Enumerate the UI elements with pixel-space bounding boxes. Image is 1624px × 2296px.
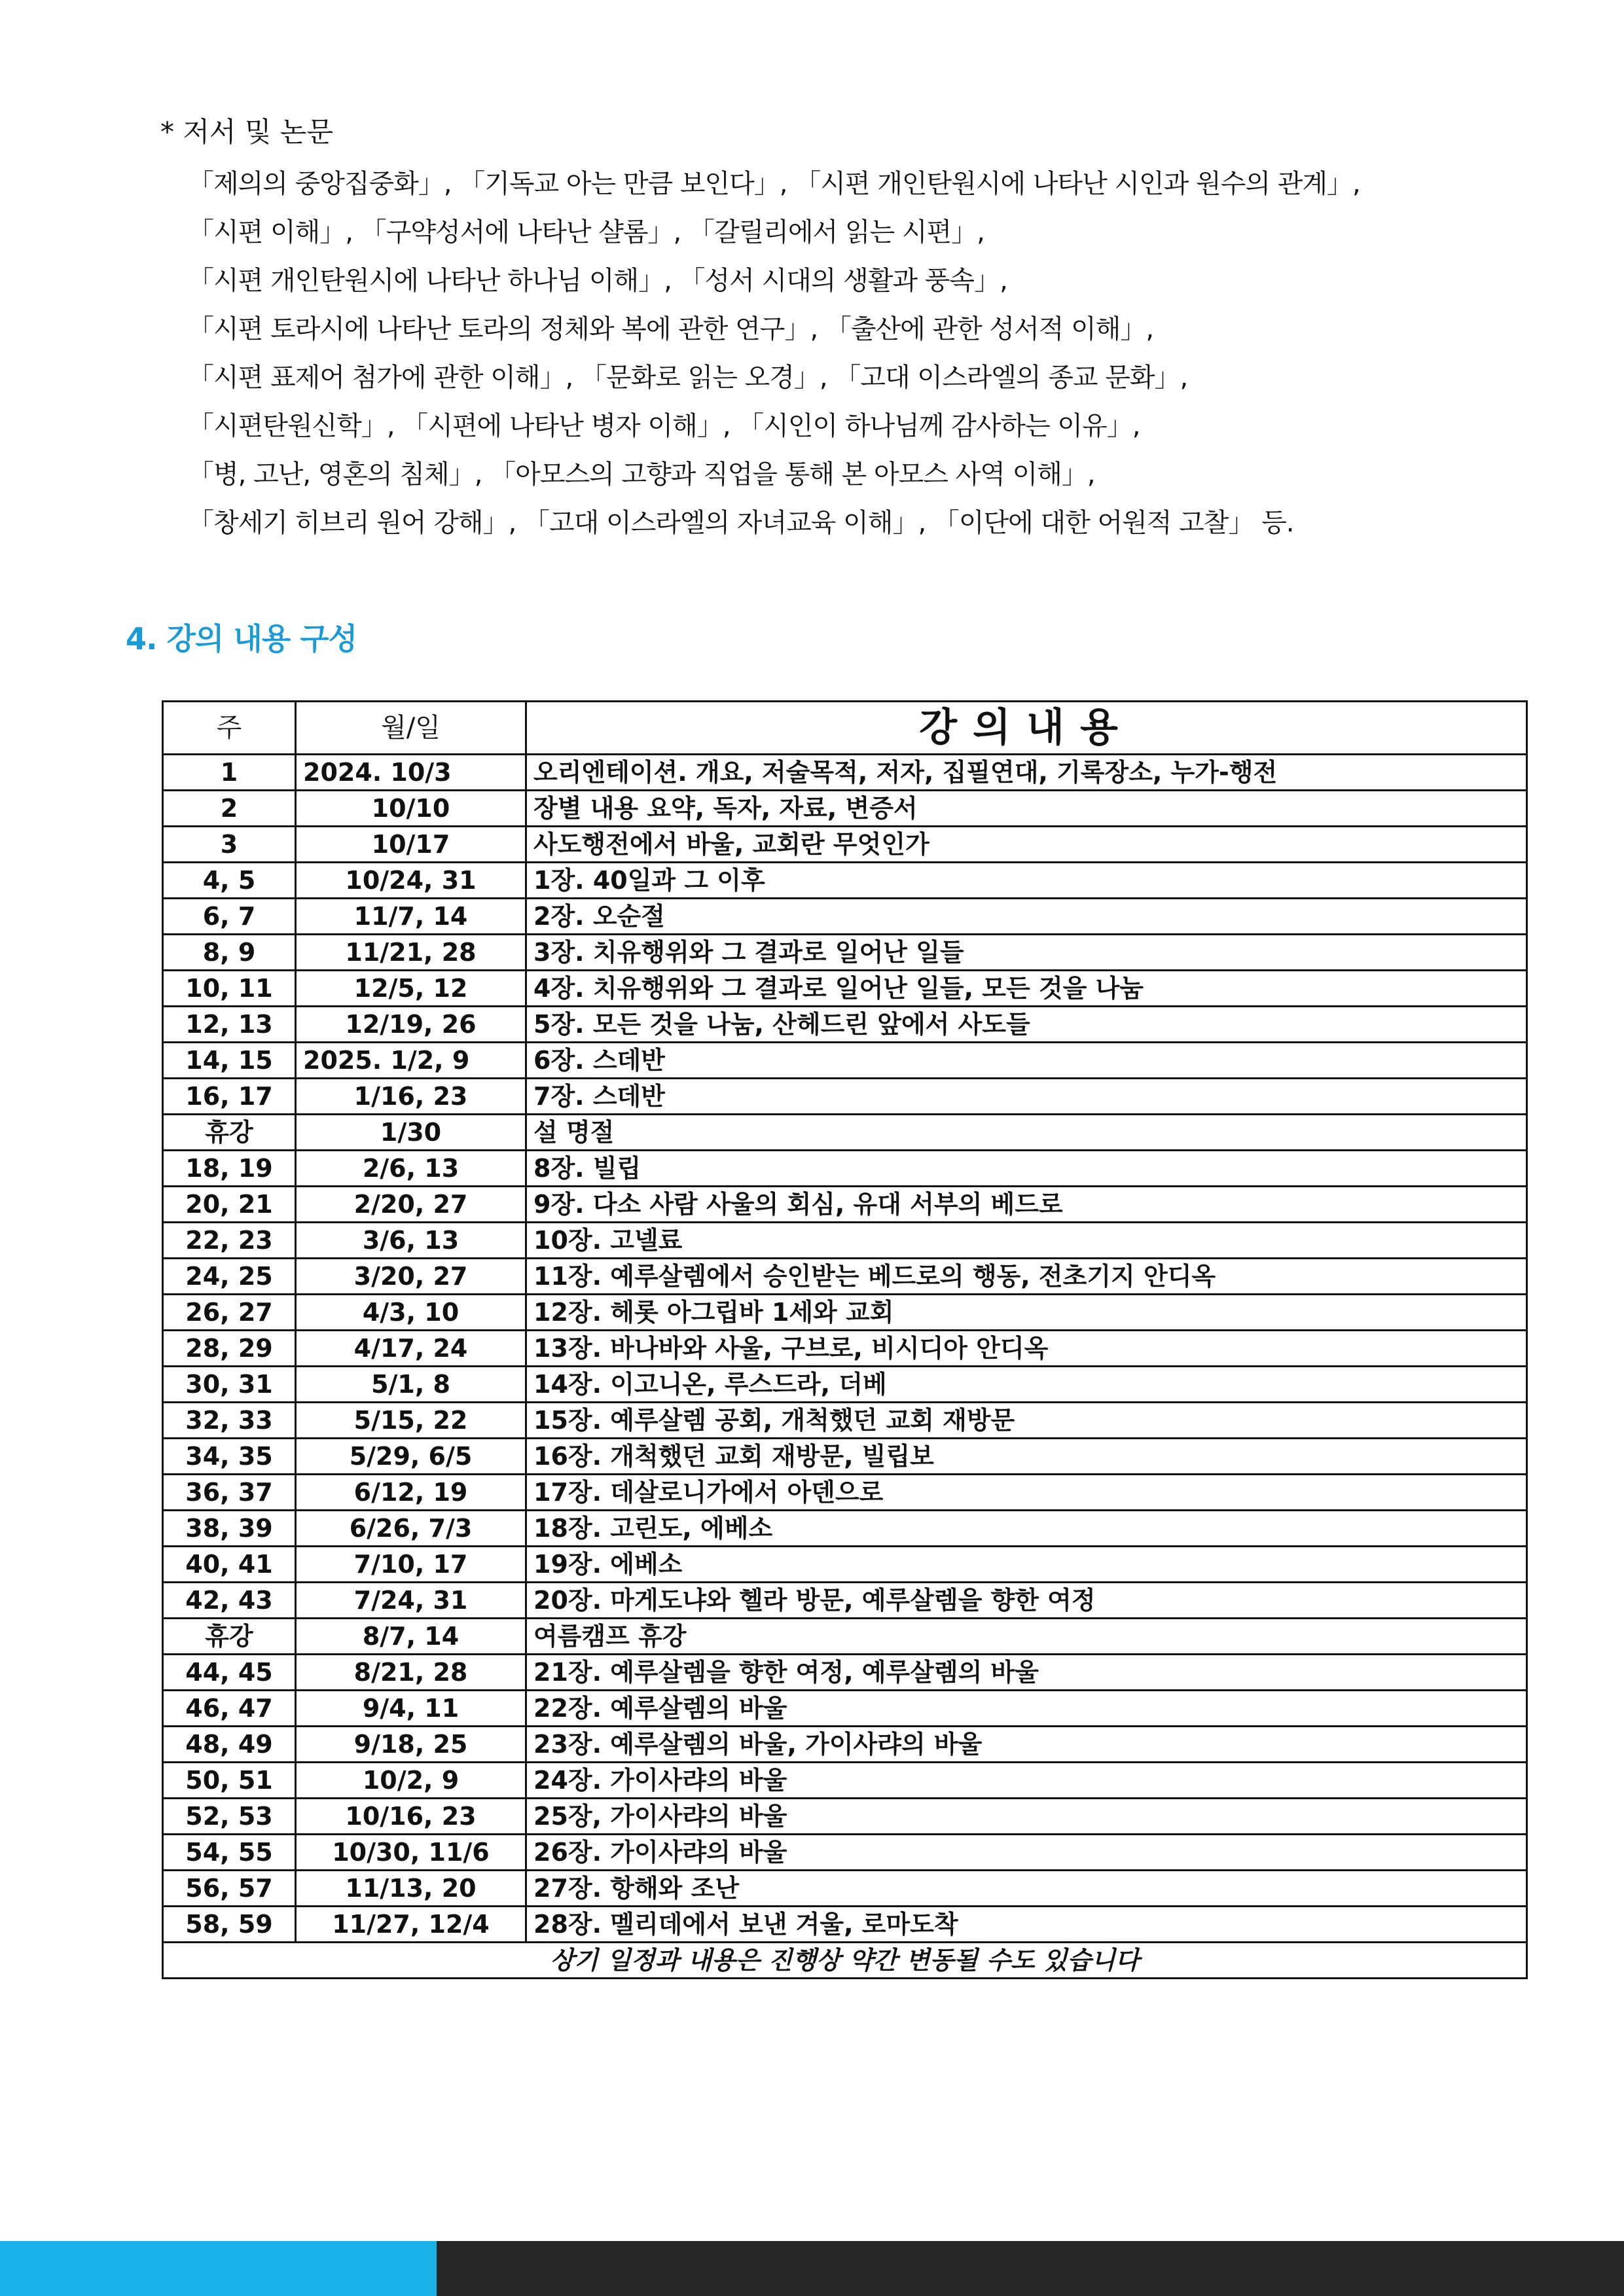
table-row <box>163 1583 1527 1619</box>
content-cell: 1장. 40일과 그 이후 <box>526 863 1527 899</box>
date-cell: 8/21, 28 <box>296 1655 526 1691</box>
publication-line: 「병, 고난, 영혼의 침체」, 「아모스의 고향과 직업을 통해 본 아모스 사역 이해」, <box>188 459 1095 490</box>
content-cell: 4장. 치유행위와 그 결과로 일어난 일들, 모든 것을 나눔 <box>526 971 1527 1007</box>
table-note-row <box>163 1943 1527 1979</box>
table-body <box>163 755 1527 1943</box>
week-cell: 44, 45 <box>163 1655 296 1691</box>
week-cell: 22, 23 <box>163 1223 296 1259</box>
publication-line: 「시편 표제어 첨가에 관한 이해」, 「문화로 읽는 오경」, 「고대 이스라엘의 종교 문화」, <box>188 363 1188 393</box>
table-row <box>163 1907 1527 1943</box>
date-cell: 2/20, 27 <box>296 1187 526 1223</box>
footer-dark-bar <box>437 2241 1624 2296</box>
week-cell: 20, 21 <box>163 1187 296 1223</box>
week-cell: 10, 11 <box>163 971 296 1007</box>
table-row <box>163 935 1527 971</box>
week-cell: 36, 37 <box>163 1475 296 1511</box>
week-cell: 52, 53 <box>163 1799 296 1835</box>
content-cell: 8장. 빌립 <box>526 1151 1527 1187</box>
content-cell: 7장. 스데반 <box>526 1079 1527 1115</box>
table-row <box>163 1079 1527 1115</box>
table-row <box>163 1439 1527 1475</box>
week-cell: 46, 47 <box>163 1691 296 1727</box>
content-cell: 26장. 가이사랴의 바울 <box>526 1835 1527 1871</box>
content-cell: 27장. 항해와 조난 <box>526 1871 1527 1907</box>
table-row <box>163 1799 1527 1835</box>
week-cell: 1 <box>163 755 296 791</box>
week-cell: 휴강 <box>163 1619 296 1655</box>
schedule-note: 상기 일정과 내용은 진행상 약간 변동될 수도 있습니다 <box>163 1943 1527 1979</box>
date-cell: 10/24, 31 <box>296 863 526 899</box>
table-row <box>163 1043 1527 1079</box>
footer-accent-bar <box>0 2241 437 2296</box>
week-cell: 28, 29 <box>163 1331 296 1367</box>
content-cell: 여름캠프 휴강 <box>526 1619 1527 1655</box>
week-cell: 58, 59 <box>163 1907 296 1943</box>
table-row <box>163 1691 1527 1727</box>
week-cell: 휴강 <box>163 1115 296 1151</box>
content-cell: 설 명절 <box>526 1115 1527 1151</box>
week-cell: 24, 25 <box>163 1259 296 1295</box>
content-cell: 사도행전에서 바울, 교회란 무엇인가 <box>526 827 1527 863</box>
date-cell: 11/27, 12/4 <box>296 1907 526 1943</box>
table-row <box>163 899 1527 935</box>
date-cell: 5/15, 22 <box>296 1403 526 1439</box>
header-content: 강의내용 <box>526 702 1527 755</box>
publication-line: 「창세기 히브리 원어 강해」, 「고대 이스라엘의 자녀교육 이해」, 「이단에 대한 어원적 고찰」 등. <box>188 508 1294 538</box>
table-row <box>163 1007 1527 1043</box>
week-cell: 26, 27 <box>163 1295 296 1331</box>
table-row <box>163 1295 1527 1331</box>
date-cell: 3/6, 13 <box>296 1223 526 1259</box>
content-cell: 5장. 모든 것을 나눔, 산헤드린 앞에서 사도들 <box>526 1007 1527 1043</box>
date-cell: 2024. 10/3 <box>296 755 526 791</box>
week-cell: 16, 17 <box>163 1079 296 1115</box>
week-cell: 3 <box>163 827 296 863</box>
week-cell: 54, 55 <box>163 1835 296 1871</box>
date-cell: 1/30 <box>296 1115 526 1151</box>
table-row <box>163 827 1527 863</box>
table-row <box>163 1727 1527 1763</box>
week-cell: 12, 13 <box>163 1007 296 1043</box>
week-cell: 4, 5 <box>163 863 296 899</box>
content-cell: 11장. 예루살렘에서 승인받는 베드로의 행동, 전초기지 안디옥 <box>526 1259 1527 1295</box>
content-cell: 10장. 고넬료 <box>526 1223 1527 1259</box>
week-cell: 32, 33 <box>163 1403 296 1439</box>
date-cell: 11/7, 14 <box>296 899 526 935</box>
table-row <box>163 1187 1527 1223</box>
content-cell: 15장. 예루살렘 공회, 개척했던 교회 재방문 <box>526 1403 1527 1439</box>
date-cell: 4/17, 24 <box>296 1331 526 1367</box>
section-title: 4. 강의 내용 구성 <box>126 621 357 656</box>
content-cell: 20장. 마게도냐와 헬라 방문, 예루살렘을 향한 여정 <box>526 1583 1527 1619</box>
header-date: 월/일 <box>296 702 526 755</box>
date-cell: 10/30, 11/6 <box>296 1835 526 1871</box>
content-cell: 25장, 가이사랴의 바울 <box>526 1799 1527 1835</box>
date-cell: 3/20, 27 <box>296 1259 526 1295</box>
table-row <box>163 863 1527 899</box>
week-cell: 34, 35 <box>163 1439 296 1475</box>
table-row <box>163 1367 1527 1403</box>
content-cell: 장별 내용 요약, 독자, 자료, 변증서 <box>526 791 1527 827</box>
table-row <box>163 1223 1527 1259</box>
table-row <box>163 1511 1527 1547</box>
content-cell: 6장. 스데반 <box>526 1043 1527 1079</box>
content-cell: 28장. 멜리데에서 보낸 겨울, 로마도착 <box>526 1907 1527 1943</box>
date-cell: 10/2, 9 <box>296 1763 526 1799</box>
date-cell: 6/26, 7/3 <box>296 1511 526 1547</box>
table-row <box>163 1331 1527 1367</box>
date-cell: 11/21, 28 <box>296 935 526 971</box>
date-cell: 10/10 <box>296 791 526 827</box>
table-row <box>163 1547 1527 1583</box>
date-cell: 8/7, 14 <box>296 1619 526 1655</box>
content-cell: 13장. 바나바와 사울, 구브로, 비시디아 안디옥 <box>526 1331 1527 1367</box>
content-cell: 9장. 다소 사람 사울의 회심, 유대 서부의 베드로 <box>526 1187 1527 1223</box>
week-cell: 40, 41 <box>163 1547 296 1583</box>
date-cell: 10/17 <box>296 827 526 863</box>
date-cell: 5/1, 8 <box>296 1367 526 1403</box>
date-cell: 10/16, 23 <box>296 1799 526 1835</box>
table-row <box>163 1835 1527 1871</box>
week-cell: 18, 19 <box>163 1151 296 1187</box>
content-cell: 3장. 치유행위와 그 결과로 일어난 일들 <box>526 935 1527 971</box>
date-cell: 11/13, 20 <box>296 1871 526 1907</box>
table-row <box>163 1151 1527 1187</box>
week-cell: 56, 57 <box>163 1871 296 1907</box>
publication-line: 「시편 토라시에 나타난 토라의 정체와 복에 관한 연구」, 「출산에 관한 성서적 이해」, <box>188 314 1154 344</box>
content-cell: 16장. 개척했던 교회 재방문, 빌립보 <box>526 1439 1527 1475</box>
lecture-schedule-table <box>162 700 1528 1979</box>
publication-line: 「시편탄원신학」, 「시편에 나타난 병자 이해」, 「시인이 하나님께 감사하는 이유」, <box>188 411 1140 441</box>
table-row <box>163 791 1527 827</box>
publication-line: 「시편 이해」, 「구약성서에 나타난 샬롬」, 「갈릴리에서 읽는 시편」, <box>188 217 984 247</box>
date-cell: 9/4, 11 <box>296 1691 526 1727</box>
date-cell: 12/19, 26 <box>296 1007 526 1043</box>
content-cell: 21장. 예루살렘을 향한 여정, 예루살렘의 바울 <box>526 1655 1527 1691</box>
table-row <box>163 971 1527 1007</box>
content-cell: 18장. 고린도, 에베소 <box>526 1511 1527 1547</box>
week-cell: 8, 9 <box>163 935 296 971</box>
date-cell: 7/24, 31 <box>296 1583 526 1619</box>
week-cell: 48, 49 <box>163 1727 296 1763</box>
table-row <box>163 1763 1527 1799</box>
week-cell: 42, 43 <box>163 1583 296 1619</box>
content-cell: 12장. 헤롯 아그립바 1세와 교회 <box>526 1295 1527 1331</box>
content-cell: 17장. 데살로니가에서 아덴으로 <box>526 1475 1527 1511</box>
date-cell: 1/16, 23 <box>296 1079 526 1115</box>
date-cell: 4/3, 10 <box>296 1295 526 1331</box>
date-cell: 12/5, 12 <box>296 971 526 1007</box>
table-row <box>163 1259 1527 1295</box>
content-cell: 22장. 예루살렘의 바울 <box>526 1691 1527 1727</box>
date-cell: 2025. 1/2, 9 <box>296 1043 526 1079</box>
publications-heading: * 저서 및 논문 <box>160 116 333 148</box>
publication-line: 「시편 개인탄원시에 나타난 하나님 이해」, 「성서 시대의 생활과 풍속」, <box>188 266 1007 296</box>
content-cell: 오리엔테이션. 개요, 저술목적, 저자, 집필연대, 기록장소, 누가-행전 <box>526 755 1527 791</box>
header-week: 주 <box>163 702 296 755</box>
week-cell: 30, 31 <box>163 1367 296 1403</box>
week-cell: 38, 39 <box>163 1511 296 1547</box>
date-cell: 7/10, 17 <box>296 1547 526 1583</box>
date-cell: 9/18, 25 <box>296 1727 526 1763</box>
content-cell: 2장. 오순절 <box>526 899 1527 935</box>
date-cell: 2/6, 13 <box>296 1151 526 1187</box>
content-cell: 19장. 에베소 <box>526 1547 1527 1583</box>
content-cell: 23장. 예루살렘의 바울, 가이사랴의 바울 <box>526 1727 1527 1763</box>
content-cell: 24장. 가이사랴의 바울 <box>526 1763 1527 1799</box>
week-cell: 50, 51 <box>163 1763 296 1799</box>
table-row <box>163 1619 1527 1655</box>
week-cell: 2 <box>163 791 296 827</box>
content-cell: 14장. 이고니온, 루스드라, 더베 <box>526 1367 1527 1403</box>
week-cell: 14, 15 <box>163 1043 296 1079</box>
date-cell: 6/12, 19 <box>296 1475 526 1511</box>
table-row <box>163 1403 1527 1439</box>
week-cell: 6, 7 <box>163 899 296 935</box>
publications-block <box>160 111 1535 547</box>
table-row <box>163 1655 1527 1691</box>
table-row <box>163 1115 1527 1151</box>
publication-line: 「제의의 중앙집중화」, 「기독교 아는 만큼 보인다」, 「시편 개인탄원시에 나타난 시인과 원수의 관계」, <box>188 169 1360 199</box>
table-row <box>163 1871 1527 1907</box>
date-cell: 5/29, 6/5 <box>296 1439 526 1475</box>
table-header-row <box>163 702 1527 755</box>
table-row <box>163 1475 1527 1511</box>
table-row <box>163 755 1527 791</box>
